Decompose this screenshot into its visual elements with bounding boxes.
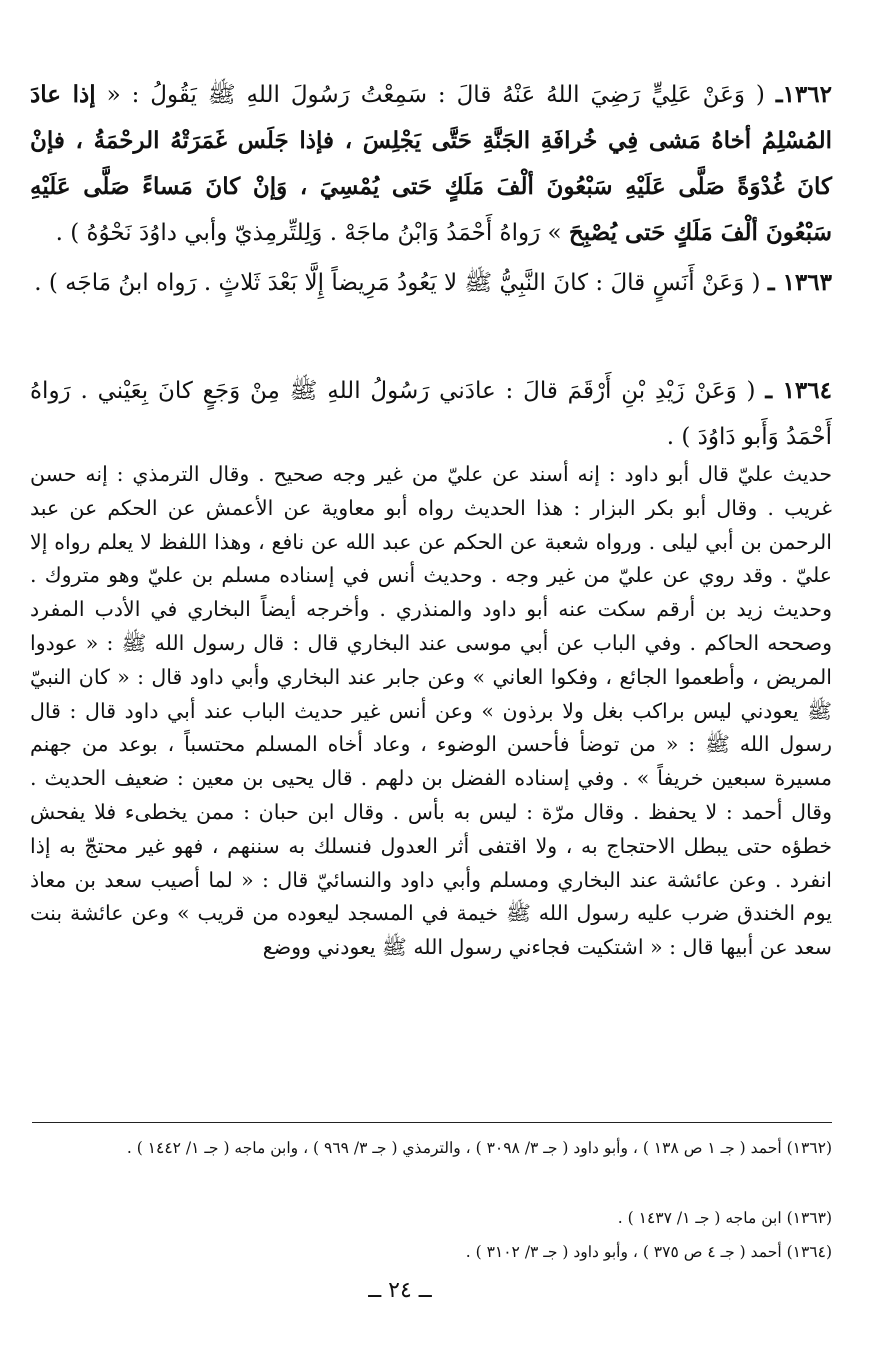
- commentary-text: حديث عليّ قال أبو داود : إنه أسند عن عليّ من غير وجه صحيح . وقال الترمذي : إنه حسن غريب . وقال أبو بكر البزار : هذا الحديث رواه أبو معاوية عن الأعمش عن الحكم عن عبد الرحمن بن أبي ليلى . ورواه شعبة عن الحكم عن عبد الله عن نافع ، وهذا اللفظ لا يعلم رواه إلا عليّ . وقد روي عن عليّ من غير وجه . وحديث أنس في إسناده مسلم بن عليّ وهو متروك . وحديث زيد بن أرقم سكت عنه أبو داود والمنذري . وأخرجه أيضاً البخاري في الأدب المفرد وصححه الحاكم . وفي الباب عن أبي موسى عند البخاري قال : قال رسول الله ﷺ : « عودوا المريض ، وأطعموا الجائع ، وفكوا العاني » وعن جابر عند البخاري وأبي داود قال : « كان النبيّ ﷺ يعودني ليس براكب بغل ولا برذون » وعن أنس غير حديث الباب عند أبي داود قال : قال رسول الله ﷺ : « من توضأ فأحسن الوضوء ، وعاد أخاه المسلم محتسباً ، بوعد من جهنم مسيرة سبعين خريفاً » . وفي إسناده الفضل بن دلهم . قال يحيى بن معين : ضعيف الحديث . وقال أحمد : لا يحفظ . وقال مرّة : ليس به بأس . وقال ابن حبان : ممن يخطىء فلا يفحش خطؤه حتى يبطل الاحتجاج به ، ولا اقتفى أثر العدول فنسلك به سننهم ، فهو غير محتجّ به إذا انفرد . وعن عائشة عند البخاري ومسلم وأبي داود والنسائيّ قال : « لما أصيب سعد بن معاذ يوم الخندق ضرب عليه رسول الله ﷺ خيمة في المسجد ليعوده من قريب » وعن عائشة بنت سعد عن أبيها قال : « اشتكيت فجاءني رسول الله ﷺ يعودني ووضع: [30, 462, 832, 960]
- page-number: ــ ٢٤ ــ: [368, 1278, 432, 1303]
- footnote-1362: (١٣٦٢) أحمد ( جـ ١ ص ١٣٨ ) ، وأبو داود ( جـ ٣/ ٣٠٩٨ ) ، والترمذي ( جـ ٣/ ٩٦٩ ) ، وابن ماجه ( جـ ١/ ١٤٤٢ ) .: [126, 1139, 832, 1157]
- hadith-number: ١٣٦٢ـ: [775, 81, 832, 108]
- footnote-separator: [32, 1122, 832, 1123]
- hadith-1363: [30, 260, 832, 306]
- hadith-intro: ( وَعَنْ عَلِيٍّ رَضِيَ اللهُ عَنْهُ قالَ : سَمِعْتُ رَسُولَ اللهِ ﷺ يَقُولُ : «: [106, 82, 765, 108]
- hadith-1364: [30, 368, 832, 460]
- hadith-source: » رَواهُ أَحْمَدُ وَابْنُ ماجَهْ . وَلِلتِّرمِذيّ وأبي داوُدَ نَحْوُهُ ) .: [55, 220, 562, 246]
- footnote-1364: (١٣٦٤) أحمد ( جـ ٤ ص ٣٧٥ ) ، وأبو داود ( جـ ٣/ ٣١٠٢ ) .: [465, 1243, 832, 1261]
- footnote-1363: (١٣٦٣) ابن ماجه ( جـ ١/ ١٤٣٧ ) .: [617, 1209, 832, 1227]
- hadith-text: ( وَعَنْ زَيْدِ بْنِ أَرْقَمَ قالَ : عادَني رَسُولُ اللهِ ﷺ مِنْ وَجَعٍ كانَ بِعَيْني . رَواهُ أَحْمَدُ وَأَبو دَاوُدَ ) .: [30, 378, 832, 450]
- hadith-matn: إذا عادَ المُسْلِمُ أخاهُ مَشى فِي خُرافَةِ الجَنَّةِ حَتَّى يَجْلِسَ ، فإذا جَلَس غَمَرَتْهُ الرحْمَةُ ، فإنْ كانَ غُدْوَةً صَلَّى عَلَيْهِ سَبْعُونَ ألْفَ مَلَكٍ حَتى يُمْسِيَ ، وَإنْ كانَ مَساءً صَلَّى عَلَيْهِ سَبْعُونَ ألْفَ مَلَكٍ حَتى يُصْبِحَ: [30, 81, 832, 246]
- hadith-number: ١٣٦٣ ـ: [767, 269, 832, 296]
- hadith-text: ( وَعَنْ أَنَسٍ قالَ : كانَ النَّبِيُّ ﷺ لا يَعُودُ مَرِيضاً إِلَّا بَعْدَ ثَلاثٍ . رَواه ابنُ مَاجَه ) .: [34, 270, 761, 296]
- hadith-1362: [30, 72, 832, 256]
- hadith-number: ١٣٦٤ ـ: [765, 377, 832, 404]
